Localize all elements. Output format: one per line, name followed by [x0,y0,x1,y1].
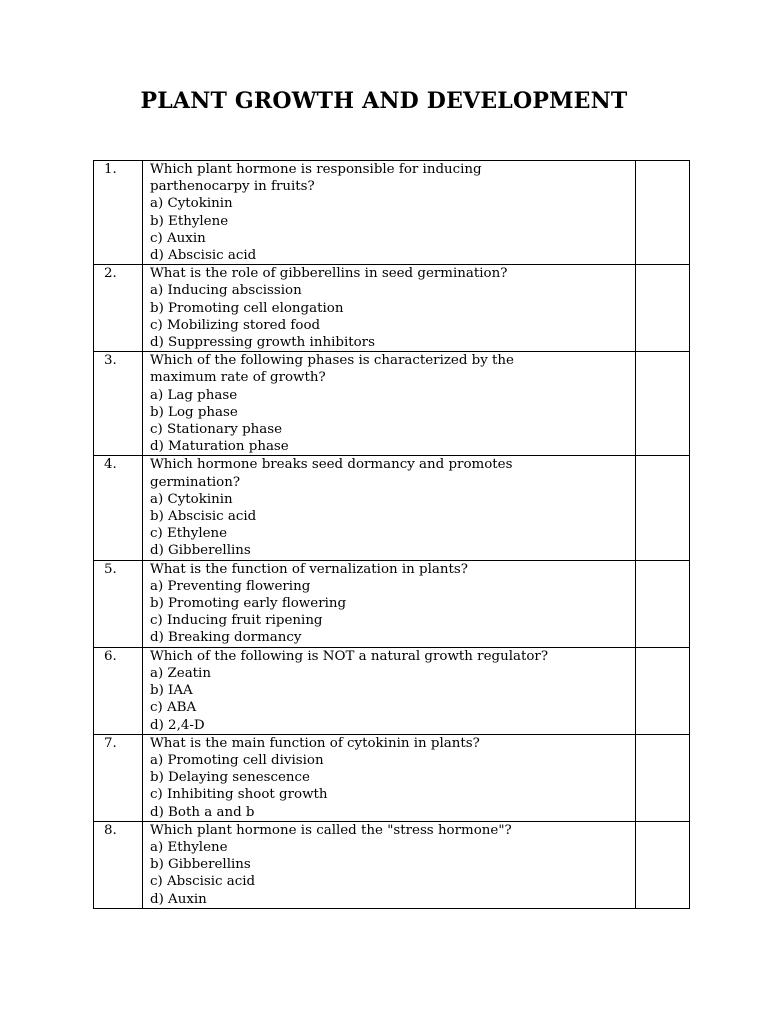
question-cell [143,821,636,908]
question-cell [143,647,636,734]
answer-option: d) Maturation phase [150,439,289,455]
question-text: Which hormone breaks seed dormancy and promotes [150,457,513,473]
answer-option: b) Delaying senescence [150,770,310,786]
question-number: 6. [94,647,143,734]
question-row [94,352,690,456]
answer-option: d) Breaking dormancy [150,630,302,646]
page-title: PLANT GROWTH AND DEVELOPMENT [140,88,628,114]
answer-option: c) ABA [150,700,197,716]
answer-option: c) Inducing fruit ripening [150,613,323,629]
question-text: parthenocarpy in fruits? [150,179,315,195]
questions-table-body [94,161,690,909]
answer-box [636,647,690,734]
question-text: What is the role of gibberellins in seed germination? [150,266,508,282]
answer-option: b) Promoting early flowering [150,596,347,612]
answer-box [636,161,690,265]
question-text: What is the main function of cytokinin in plants? [150,735,480,751]
answer-option: c) Mobilizing stored food [150,317,321,333]
question-row [94,265,690,352]
answer-option: a) Ethylene [150,839,228,855]
question-cell [143,352,636,456]
answer-option: c) Inhibiting shoot growth [150,787,328,803]
answer-option: d) Auxin [150,891,207,907]
answer-option: d) 2,4-D [150,717,205,733]
answer-box [636,456,690,560]
answer-option: a) Zeatin [150,665,211,681]
questions-table [93,160,690,909]
question-cell [143,734,636,821]
answer-option: a) Cytokinin [150,491,233,507]
answer-option: a) Inducing abscission [150,283,302,299]
answer-option: b) IAA [150,683,193,699]
answer-option: a) Cytokinin [150,196,233,212]
answer-option: b) Ethylene [150,213,229,229]
question-cell [143,161,636,265]
question-number: 3. [94,352,143,456]
question-cell [143,265,636,352]
question-number: 5. [94,560,143,647]
answer-option: c) Abscisic acid [150,874,256,890]
question-text: What is the function of vernalization in plants? [150,561,468,577]
answer-box [636,734,690,821]
question-number: 8. [94,821,143,908]
question-text: Which plant hormone is called the "stress hormone"? [150,822,512,838]
answer-option: c) Auxin [150,230,206,246]
answer-option: b) Promoting cell elongation [150,300,344,316]
answer-box [636,560,690,647]
question-number: 2. [94,265,143,352]
question-text: germination? [150,474,241,490]
answer-box [636,265,690,352]
question-text: Which plant hormone is responsible for inducing [150,162,482,177]
answer-option: a) Promoting cell division [150,752,324,768]
answer-option: c) Stationary phase [150,422,283,438]
answer-option: d) Abscisic acid [150,248,257,264]
question-cell [143,560,636,647]
answer-option: a) Preventing flowering [150,578,311,594]
answer-option: a) Lag phase [150,387,238,403]
answer-option: b) Gibberellins [150,857,251,873]
answer-option: c) Ethylene [150,526,228,542]
question-text: Which of the following phases is characterized by the [150,353,514,369]
answer-option: d) Suppressing growth inhibitors [150,335,375,351]
question-number: 1. [94,161,143,265]
answer-box [636,821,690,908]
question-text: Which of the following is NOT a natural growth regulator? [150,648,548,664]
question-row [94,456,690,560]
answer-box [636,352,690,456]
answer-option: b) Abscisic acid [150,509,257,525]
question-row [94,560,690,647]
question-row [94,647,690,734]
question-row [94,821,690,908]
question-cell [143,456,636,560]
answer-option: b) Log phase [150,404,238,420]
question-number: 7. [94,734,143,821]
question-text: maximum rate of growth? [150,370,326,386]
question-row [94,161,690,265]
answer-option: d) Gibberellins [150,543,251,559]
answer-option: d) Both a and b [150,804,255,820]
question-row [94,734,690,821]
question-number: 4. [94,456,143,560]
